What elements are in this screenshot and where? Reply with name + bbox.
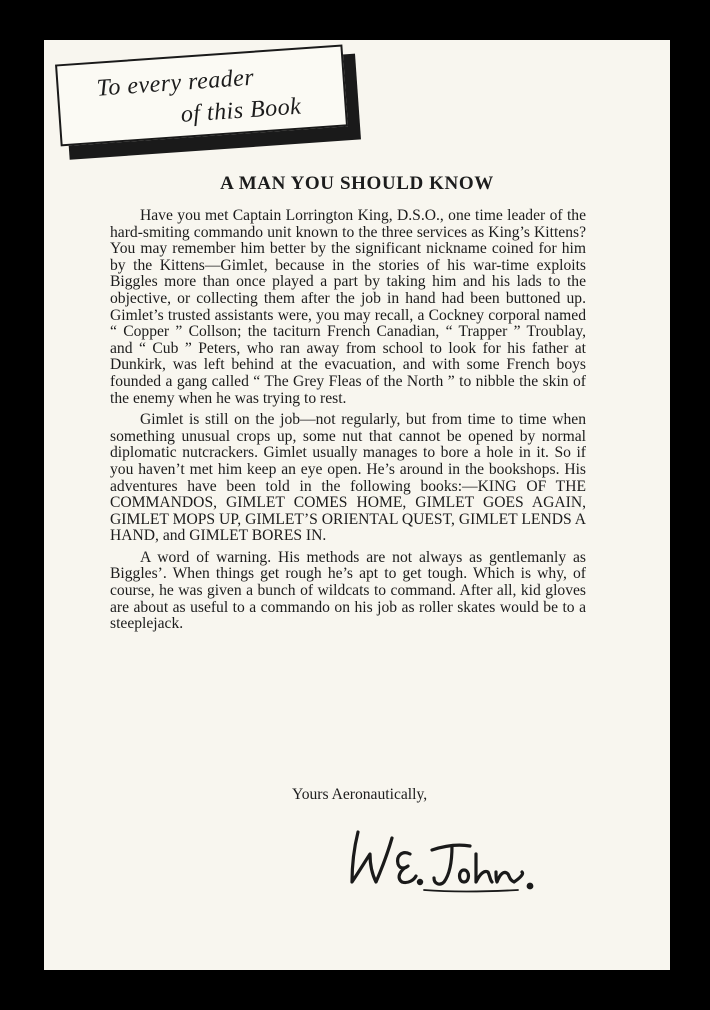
headline: A MAN YOU SHOULD KNOW: [220, 173, 494, 194]
letter-body: [110, 208, 586, 638]
banner-line-1: To every reader: [95, 64, 256, 102]
book-page: [44, 40, 670, 970]
paragraph-3: A word of warning. His methods are not always as gentlemanly as Biggles’. When things get rough he’s apt to get tough. Which is why, of course, he was given a bunch of wildcats to command. After all, kid gloves are about as useful to a commando on his job as roller skates would be to a steeplejack.: [110, 548, 586, 633]
reader-banner: [55, 44, 361, 161]
signature-image: [340, 820, 540, 900]
closing-line: Yours Aeronautically,: [292, 786, 428, 803]
banner-line-2: of this Book: [179, 93, 303, 128]
paragraph-2: Gimlet is still on the job—not regularly, but from time to time when something unusual crops up, some nut that cannot be opened by normal diplomatic nutcrackers. Gimlet usually manages to bore a hole in it. So if you haven’t met him keep an eye open. He’s around in the bookshops. His adventures have been told in the following books:—KING OF THE COMMANDOS, GIMLET COMES HOME, GIMLET GOES AGAIN, GIMLET MOPS UP, GIMLET’S ORIENTAL QUEST, GIMLET LENDS A HAND, and GIMLET BORES IN.: [110, 411, 586, 545]
paragraph-1: Have you met Captain Lorrington King, D.S.O., one time leader of the hard-smiting commando unit known to the three services as King’s Kittens? You may remember him better by the significant nickname coined for him by the Kittens—Gimlet, because in the stories of his war-time exploits Biggles more than once played a part by taking him and his lads to the objective, or collecting them after the job in hand had been buttoned up. Gimlet’s trusted assistants were, you may recall, a Cockney corporal named “ Copper ” Collson; the taciturn French Canadian, “ Trapper ” Troublay, and “ Cub ” Peters, who ran away from school to look for his father at Dunkirk, was left behind at the evacuation, and with some French boys founded a gang called “ The Grey Fleas of the North ” to nibble the skin of the enemy when he was trying to rest.: [110, 207, 586, 407]
